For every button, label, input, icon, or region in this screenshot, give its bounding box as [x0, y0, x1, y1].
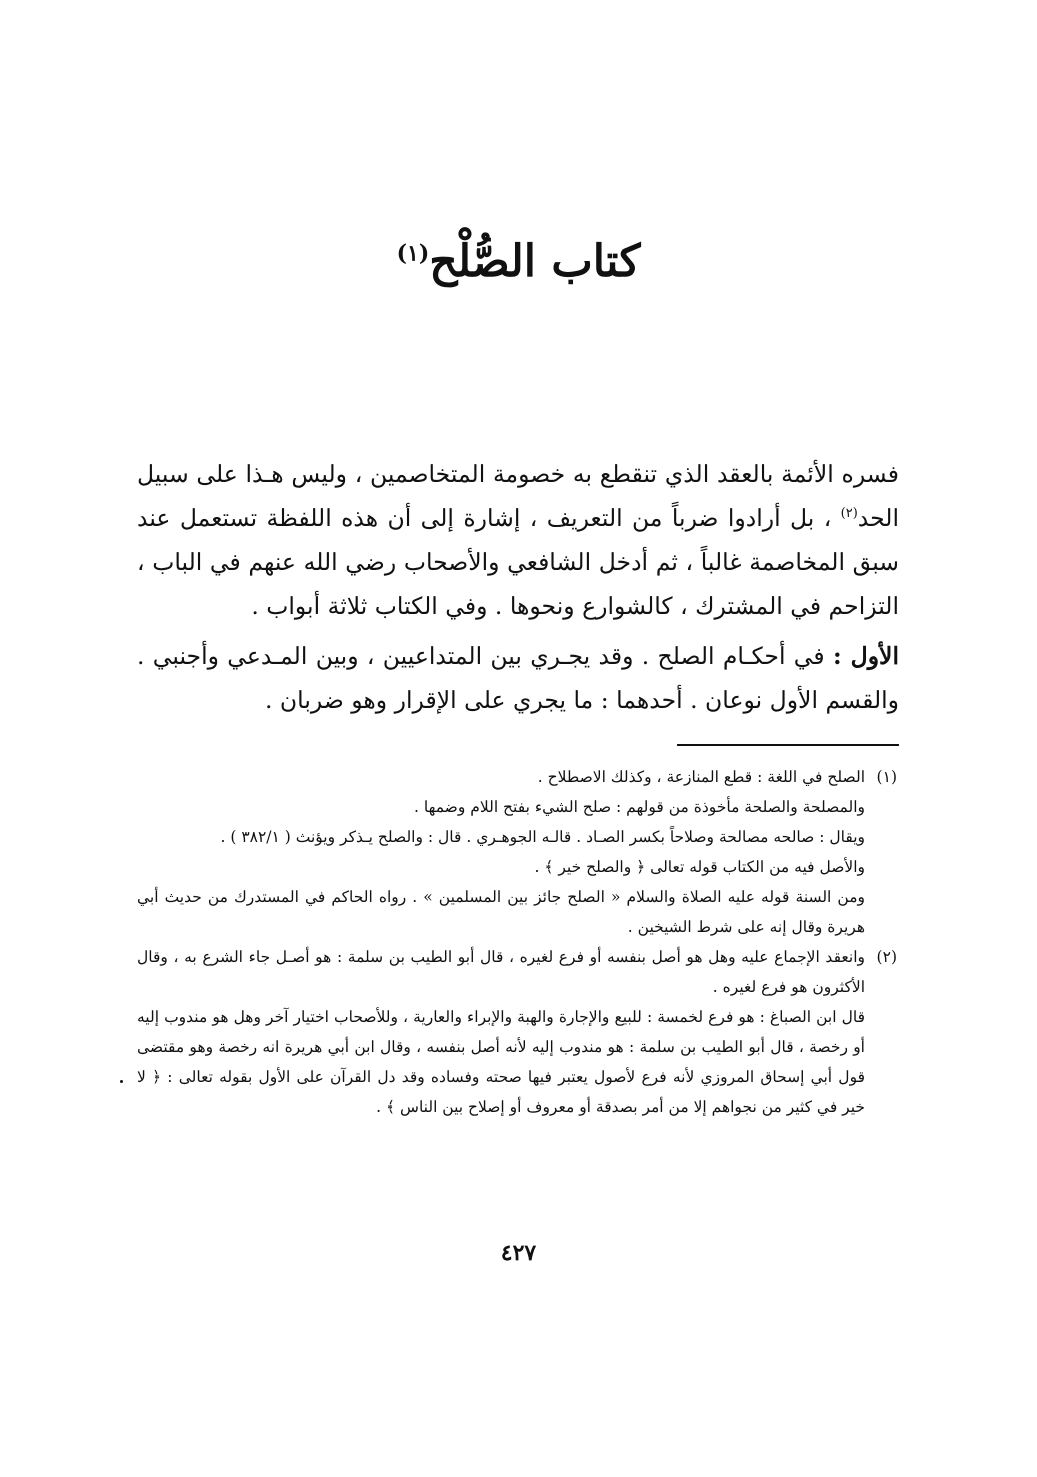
page-number: ٤٢٧ [500, 1240, 537, 1266]
footnotes [137, 762, 897, 1122]
chapter-title-text: كتاب الصُّلْح [429, 236, 641, 287]
chapter-footnote-ref: (١) [396, 240, 430, 267]
chapter-title [0, 236, 1037, 289]
footnote-1 [137, 762, 897, 942]
footnote-line: ومن السنة قوله عليه الصلاة والسلام « الصلح جائز بين المسلمين » . رواه الحاكم في المستدرك من حديث أبي هريرة وقال إنه على شرط الشيخين . [137, 888, 865, 936]
paragraph-intro-part-b: ، بل أرادوا ضرباً من التعريف ، إشارة إلى أن هذه اللفظة تستعمل عند سبق المخاصمة غالباً ، ثم أدخل الشافعي والأصحاب رضي الله عنهم في الباب ، التزاحم في المشترك ، كالشوارع ونحوها . وفي الكتاب ثلاثة أبواب . [137, 504, 899, 620]
section-lead: الأول : [832, 642, 899, 670]
footnote-number: (١) [876, 768, 897, 786]
footnote-line: والمصلحة والصلحة مأخوذة من قولهم : صلح الشيء بفتح اللام وضمها . [414, 798, 865, 816]
footnote-ref-2: (٢) [840, 506, 858, 522]
footnote-line: قال ابن الصباغ : هو فرع لخمسة : للبيع والإجارة والهبة والإبراء والعارية ، وللأصحاب اختيار آخر وهل هو مندوب إليه أو رخصة ، قال أبو الطيب بن سلمة : هو مندوب إليه لأنه أصل بنفسه ، وقال ابن أبي هريرة انه رخصة وهو مقتضى قول أبي إسحاق المروزي لأنه فرع لأصول يعتبر فيها صحته وفساده وقد دل القرآن على الأول بقوله تعالى : ﴿ لا خير في كثير من نجواهم إلا من أمر بصدقة أو معروف أو إصلاح بين الناس ﴾ . [137, 1008, 865, 1116]
footnote-line: والأصل فيه من الكتاب قوله تعالى ﴿ والصلح خير ﴾ . [534, 858, 865, 876]
footnote-2 [137, 942, 897, 1122]
section-text: في أحكـام الصلح . وقد يجـري بين المتداعيين ، وبين المـدعي وأجنبي . والقسم الأول نوعان . أحدهما : ما يجري على الإقرار وهو ضربان . [137, 642, 899, 714]
footnote-line: الصلح في اللغة : قطع المنازعة ، وكذلك الاصطلاح . [537, 768, 865, 786]
print-speck [120, 1080, 123, 1083]
paragraph-first-section [137, 634, 899, 722]
footnote-line: ويقال : صالحه مصالحة وصلاحاً بكسر الصـاد . قالـه الجوهـري . قال : والصلح يـذكر ويؤنث ( ٣٨٢/١ ) . [220, 828, 865, 846]
paragraph-intro-part-a: فسره الأئمة بالعقد الذي تنقطع به خصومة المتخاصمين ، وليس هـذا على سبيل الحد [137, 460, 899, 532]
footnote-divider [677, 744, 899, 746]
main-text [137, 452, 899, 722]
paragraph-intro [137, 452, 899, 628]
footnote-line: وانعقد الإجماع عليه وهل هو أصل بنفسه أو فرع لغيره ، قال أبو الطيب بن سلمة : هو أصـل جاء الشرع به ، وقال الأكثرون هو فرع لغيره . [137, 948, 865, 996]
footnote-number: (٢) [876, 948, 897, 966]
